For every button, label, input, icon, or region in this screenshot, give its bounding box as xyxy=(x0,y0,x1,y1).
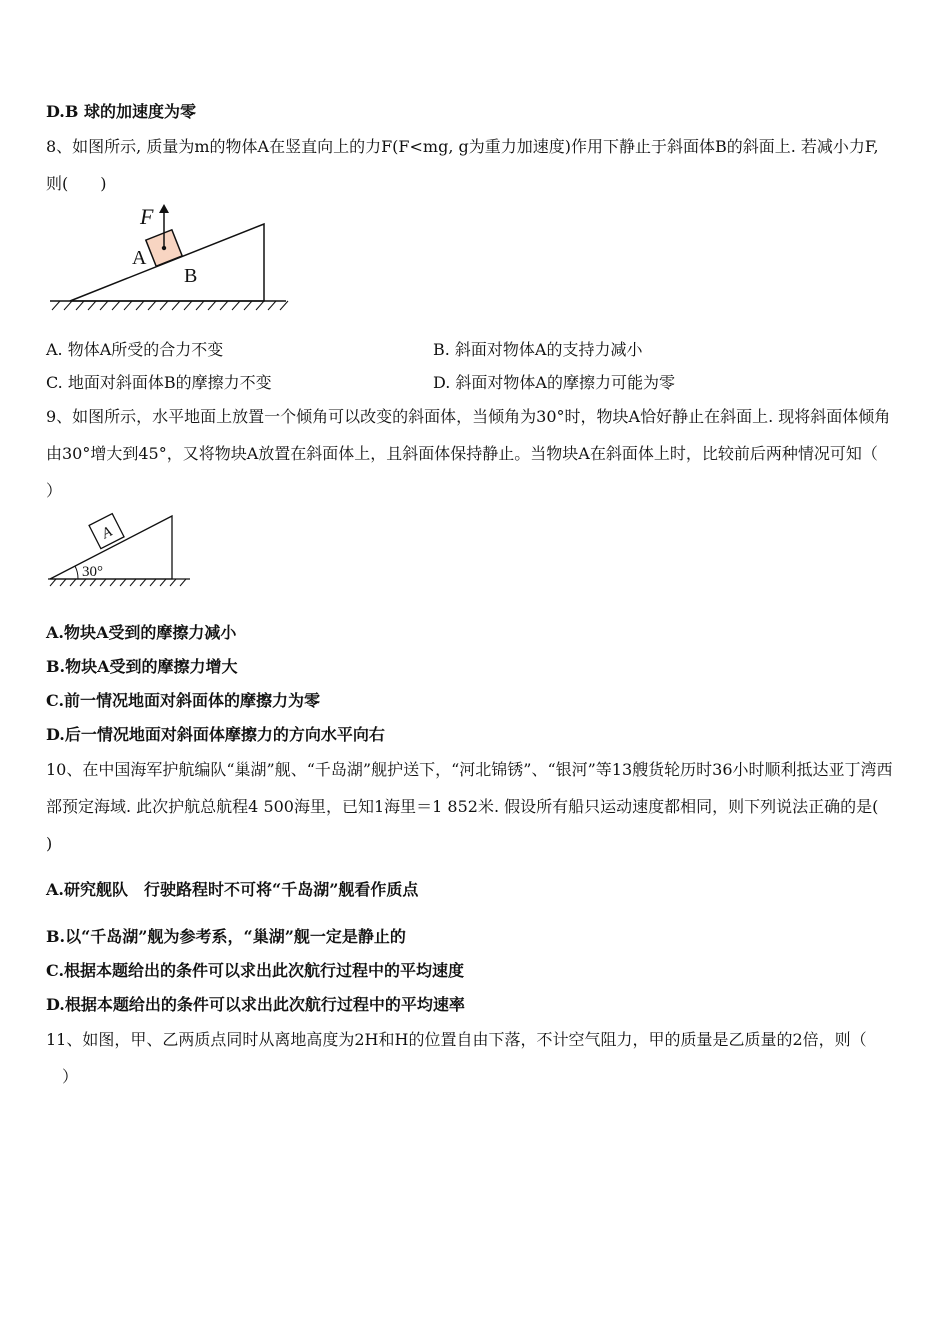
q8-option-d: D. 斜面对物体A的摩擦力可能为零 xyxy=(433,373,675,392)
q8-wedge-label: B xyxy=(184,265,198,287)
q11-stem-line2: ） xyxy=(62,1067,79,1086)
q10-stem-line3: ) xyxy=(46,834,53,853)
q9-stem-line3: ） xyxy=(46,481,63,500)
q8-incline-figure xyxy=(46,200,291,315)
q9-angle-label: 30° xyxy=(82,564,103,580)
q9-option-d: D.后一情况地面对斜面体摩擦力的方向水平向右 xyxy=(46,725,385,744)
q9-ground-hatch xyxy=(50,579,186,586)
q9-option-a: A.物块A受到的摩擦力减小 xyxy=(46,623,237,642)
q8-block-label: A xyxy=(132,247,147,269)
q10-option-c: C.根据本题给出的条件可以求出此次航行过程中的平均速度 xyxy=(46,961,465,980)
q8-option-a: A. 物体A所受的合力不变 xyxy=(46,340,224,359)
q9-stem-line1: 9、如图所示，水平地面上放置一个倾角可以改变的斜面体，当倾角为30°时，物块A恰好静止在斜面上. 现将斜面体倾角 xyxy=(46,407,891,426)
q8-stem-line2: 则( ) xyxy=(46,174,107,193)
q8-force-arrowhead xyxy=(159,204,169,213)
q9-option-c: C.前一情况地面对斜面体的摩擦力为零 xyxy=(46,691,321,710)
q8-option-c: C. 地面对斜面体B的摩擦力不变 xyxy=(46,373,272,392)
q9-angle-arc xyxy=(75,566,78,579)
q11-stem-line1: 11、如图，甲、乙两质点同时从离地高度为2H和H的位置自由下落，不计空气阻力，甲的质量是乙质量的2倍，则（ xyxy=(46,1030,867,1049)
q7-option-d: D.B 球的加速度为零 xyxy=(46,102,196,121)
q8-ground-hatch xyxy=(52,301,288,310)
q8-option-b: B. 斜面对物体A的支持力减小 xyxy=(433,340,643,359)
q10-stem-line1: 10、在中国海军护航编队“巢湖”舰、“千岛湖”舰护送下，“河北锦锈”、“银河”等13艘货轮历时36小时顺利抵达亚丁湾西 xyxy=(46,760,893,779)
q9-option-b: B.物块A受到的摩擦力增大 xyxy=(46,657,238,676)
q8-stem-line1: 8、如图所示, 质量为m的物体A在竖直向上的力F(F<mg, g为重力加速度)作用下静止于斜面体B的斜面上. 若减小力F, xyxy=(46,137,879,156)
q10-option-d: D.根据本题给出的条件可以求出此次航行过程中的平均速率 xyxy=(46,995,465,1014)
q10-stem-line2: 部预定海域. 此次护航总航程4 500海里，已知1海里＝1 852米. 假设所有船只运动速度都相同，则下列说法正确的是( xyxy=(46,797,879,816)
q10-option-a: A.研究舰队 行驶路程时不可将“千岛湖”舰看作质点 xyxy=(46,880,419,899)
q10-option-b: B.以“千岛湖”舰为参考系，“巢湖”舰一定是静止的 xyxy=(46,927,406,946)
q9-stem-line2: 由30°增大到45°，又将物块A放置在斜面体上，且斜面体保持静止。当物块A在斜面体上时，比较前后两种情况可知（ xyxy=(46,444,878,463)
q9-incline-figure xyxy=(46,508,196,590)
q9-block-label: A xyxy=(99,523,115,543)
q8-force-label: F xyxy=(140,204,154,229)
